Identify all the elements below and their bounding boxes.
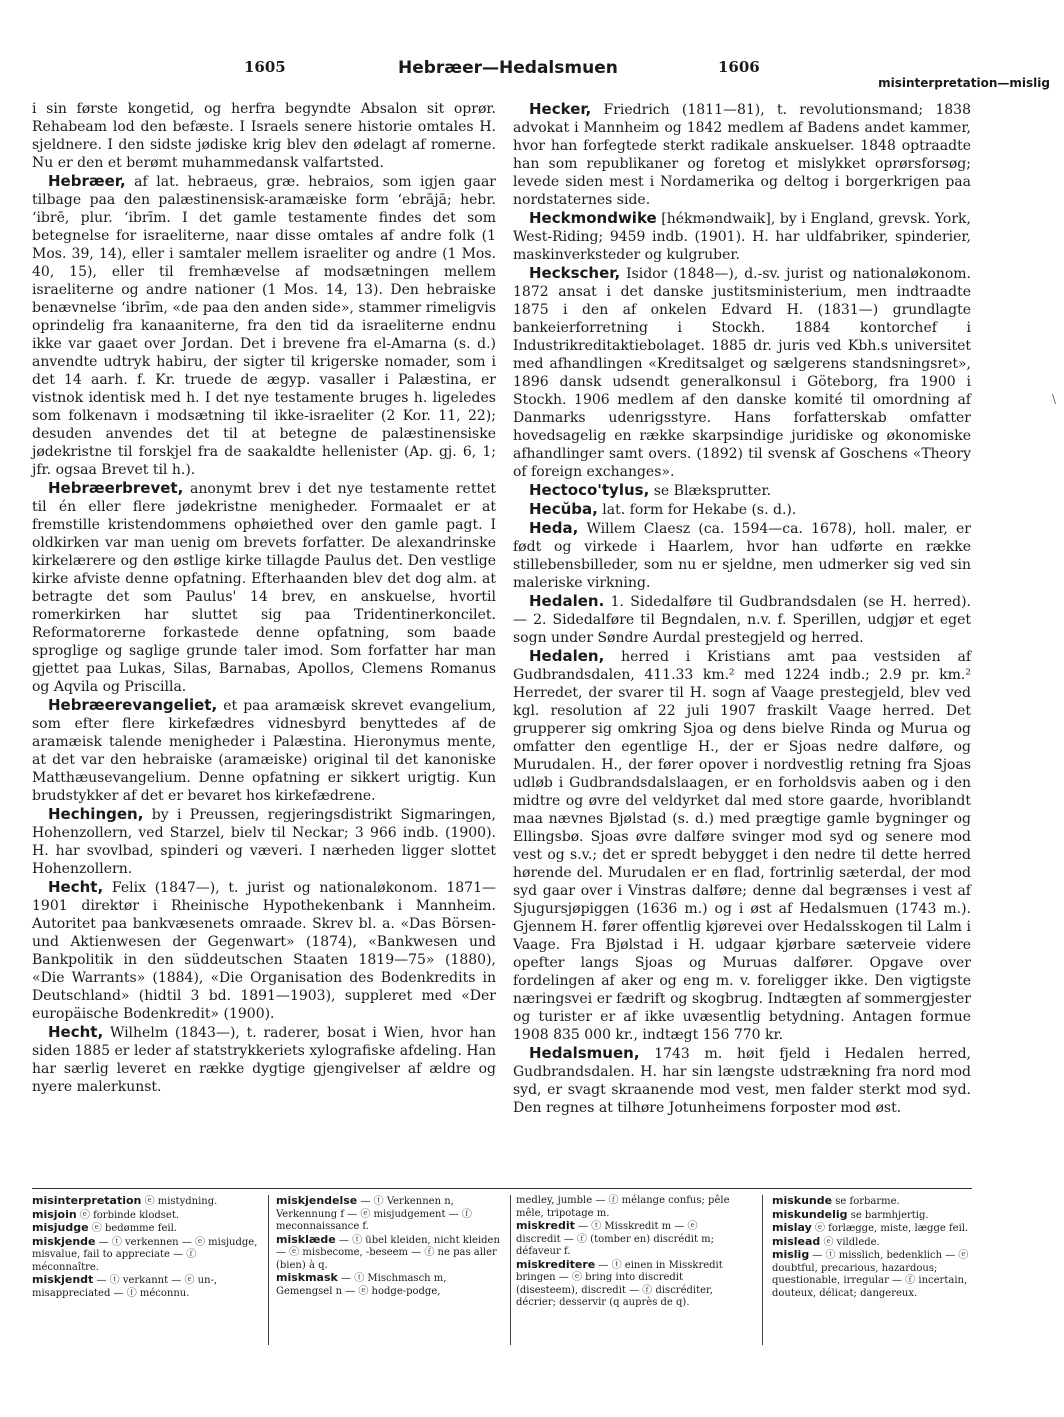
right-column — [513, 100, 971, 1117]
dictionary-word: miskunde — [772, 1194, 833, 1207]
dictionary-word: mislay — [772, 1221, 812, 1234]
encyclopedia-entry — [513, 209, 971, 264]
dictionary-entry — [772, 1195, 982, 1209]
dictionary-definition: — ⓣ verkennen — ⓔ misjudge, misvalue, fail to appreciate — ⓕ méconnaître. — [32, 1236, 258, 1273]
entry-headword: Hectoco'tylus, — [529, 481, 650, 499]
encyclopedia-entry — [32, 805, 496, 878]
entry-text: af lat. hebraeus, græ. hebraios, som igjen gaar tilbage paa den palæstinensisk-aramæiske form ʻebrājā; hebr. ʻibrē, plur. ʻibrīm. I det gamle testamente findes det som betegnelse for israeliterne, naar disse omtales af andre folk (1 Mos. 39, 14), eller i samtaler mellem israeliter og andre (1 Mos. 40, 15), eller til fremhævelse af modsætningen mellem israeliterne og andre nationer (1 Mos. 14, 13). Den hebraiske benævnelse ʻibrīm, «de paa den anden side», stammer rimeligvis oprindelig fra kanaaniterne, fra den tid da israeliterne endnu ikke var gaaet over Jordan. Det i brevene fra el-Amarna (s. d.) anvendte udtryk habiru, der sigter til krigerske nomader, som i det 14 aarh. f. Kr. truede de ægyp. vasaller i Palæstina, er vistnok identisk med h. I det nye testamente bruges h. ligeledes som folkenavn i modsætning til ikke-israeliter (2 Kor. 11, 22); desuden anvendes det til at betegne de palæstinensiske jødekristne til forskjel fra de saakaldte hellenister (Ap. gj. 6, 1; jfr. ogsaa Brevet til h.). — [32, 174, 496, 478]
dictionary-entry — [32, 1209, 262, 1223]
entry-headword: Hecŭba, — [529, 500, 598, 518]
encyclopedia-entry — [513, 519, 971, 592]
entry-text: Isidor (1848—), d.-sv. jurist og nationaløkonom. 1872 ansat i det danske justitsministerium, men indtraadte 1875 i den af onkelen Edvard H. (1831—) grundlagte bankeierforretning i Stockh. 1884 kontorchef i Industrikreditaktiebolaget. 1885 dr. juris ved Kbh.s universitet med afhandlingen «Kreditsalget og sælgerens standsningsret», 1896 dansk udsendt generalkonsul i Göteborg, fra 1900 i Stockh. 1906 medlem af den danske komité til omordning af Danmarks udenrigsstyre. Hans forfatterskab omfatter hovedsagelig en række skarpsindige juridiske og økonomiske afhandlinger samt overs. (1892) til svensk af Goschens «Theory of foreign exchanges». — [513, 266, 971, 480]
entry-text: i sin første kongetid, og herfra begyndte Absalon sit oprør. Rehabeam lod den befæste. I Israels senere historie omtales H. sjeldnere. I den sidste jødiske krig blev den ødelagt af romerne. Nu er den et berømt muhammedansk valfartsted. — [32, 101, 496, 171]
running-title: Hebræer—Hedalsmuen — [398, 58, 618, 78]
dictionary-definition: — ⓣ übel kleiden, nicht kleiden — ⓔ misbecome, -beseem — ⓕ ne pas aller (bien) à q. — [276, 1234, 500, 1271]
page-header — [0, 58, 1064, 90]
encyclopedia-entry — [32, 696, 496, 805]
dictionary-definition: ⓔ vildlede. — [820, 1236, 880, 1248]
encyclopedia-entry — [32, 878, 496, 1023]
page-number-left: 1605 — [244, 58, 286, 76]
margin-mark: \ — [1052, 392, 1057, 406]
dictionary-entry — [516, 1220, 744, 1259]
entry-headword: Hedalen. — [529, 592, 605, 610]
dictionary-range: misinterpretation—mislig — [878, 76, 1050, 90]
footer-divider — [268, 1195, 269, 1345]
entry-text: herred i Kristians amt paa vestsiden af Gudbrandsdalen, 411.33 km.² med 1224 indb.; 2.9 pr. km.² Herredet, der svarer til H. sogn af Vaage prestegjeld, blev ved kgl. resolution af 22 juli 1907 fraskilt Vaage herred. Det grupperer sig omkring Sjoa og dens bielve Rinda og Murua og omfatter den egentlige H., der er Sjoas nedre dalføre, og Murudalen. H., der fører opover i nordvestlig retning fra Sjoas udløb i Gudbrandsdalslaagen, er en forholdsvis aaben og i den midtre og øvre del veldyrket dal med store gaarde, hvoriblandt maa nævnes Bjølstad (s. d.) med prægtige gamle bygninger og Ellingsbø. Sjoas øvre dalføre svinger mod syd og senere mod vest og s.v.; det er spredt bebygget i den nedre til dette herred hørende del. Murudalen er en flad, fortrinlig sæterdal, der mod syd gaar over i Vinstras dalføre; denne dal begrænses i vest af Sjugursjøpiggen (1636 m.) og i øst af Hedalsmuen (1743 m.). Gjennem H. fører offentlig kjørevei over Hedalsskogen til Lalm i Vaage. Fra Bjølstad i H. udgaar kjørbare sæterveie videre opefter langs Sjoas og Muruas dalfører. Opgave over fordelingen af aker og eng m. v. foreligger ikke. Den vigtigste næringsvei er fædrift og skogbrug. Indtægten af sommergjester og turister er af ikke uvæsentlig betydning. Antagen formue 1908 835 000 kr., indtægt 156 770 kr. — [513, 649, 971, 1043]
dictionary-word: mislead — [772, 1234, 821, 1248]
encyclopedia-entry — [513, 500, 971, 519]
dictionary-word: miskjendelse — [276, 1194, 358, 1207]
entry-text: [hékməndwaik], by i England, grevsk. York, West-Riding; 9459 indb. (1901). H. har uldfabriker, spinderier, maskinverksteder og kulgruber. — [513, 211, 971, 263]
dictionary-word: miskjende — [32, 1234, 96, 1248]
entry-headword: Hebræerevangeliet, — [48, 696, 218, 714]
dictionary-word: mislig — [772, 1248, 810, 1261]
dictionary-word: miskundelig — [772, 1207, 848, 1221]
encyclopedia-entry — [513, 264, 971, 481]
entry-headword: Hecht, — [48, 878, 104, 896]
dictionary-definition: se barmhjertig. — [847, 1209, 929, 1221]
entry-text: by i Preussen, regjeringsdistrikt Sigmaringen, Hohenzollern, ved Starzel, bielv til Neckar; 3 966 indb. (1900). H. har svovlbad, spinderi og væveri. I nærheden ligger slottet Hohenzollern. — [32, 807, 496, 877]
dictionary-definition: — ⓣ Verkennen n, Verkennung f — ⓔ misjudgement — ⓕ meconnaissance f. — [276, 1196, 472, 1232]
dictionary-word: misjoin — [32, 1207, 77, 1221]
encyclopedia-entry — [513, 592, 971, 647]
dictionary-word: miskmask — [276, 1271, 338, 1284]
entry-text: Friedrich (1811—81), t. revolutionsmand; 1838 advokat i Mannheim og 1842 medlem af Badens andet kammer, hvor han forfegtede sterkt radikale anskuelser. 1848 optraadte han som republikaner og foretog et mislykket oprørsforsøg; levede siden mest i Nordamerika og deltog i borgerkrigen paa nordstaternes side. — [513, 102, 971, 208]
encyclopedia-entry — [513, 100, 971, 209]
entry-headword: Hecht, — [48, 1023, 104, 1041]
encyclopedia-entry — [32, 100, 496, 172]
dictionary-definition: — ⓣ Mischmasch m, Gemengsel n — ⓔ hodge-podge, — [276, 1273, 447, 1297]
dictionary-entry — [516, 1195, 744, 1220]
dictionary-definition: se forbarme. — [832, 1196, 900, 1207]
dictionary-word: misinterpretation — [32, 1194, 142, 1207]
entry-text: Felix (1847—), t. jurist og nationaløkonom. 1871—1901 direktør i Rheinische Hypothekenbank i Mannheim. Autoritet paa bankvæsenets omraade. Skrev bl. a. «Das Börsen- und Aktienwesen der Gegenwart» (1874), «Bankwesen und Bankpolitik in den süddeutschen Staaten 1819—75» (1880), «Die Warrants» (1884), «Die Organisation des Bodenkredits in Deutschland» (hidtil 3 bd. 1891—1903), suppleret med «Der europäische Bodenkredit» (1900). — [32, 880, 496, 1022]
entry-headword: Hechingen, — [48, 805, 144, 823]
entry-text: Willem Claesz (ca. 1594—ca. 1678), holl. maler, er født og virkede i Haarlem, hvor han udførte en række stillebensbilleder, som nu er sjeldne, men udmerker sig ved sin maleriske virkning. — [513, 521, 971, 591]
page-number-right: 1606 — [718, 58, 760, 76]
dictionary-column-4 — [772, 1195, 982, 1415]
entry-text: et paa aramæisk skrevet evangelium, som efter flere kirkefædres vidnesbyrd benyttedes af de aramæisk talende menigheder i Palæstina. Hieronymus mente, at det var den hebraiske (aramæiske) original til det kanoniske Matthæusevangelium. Denne opfatning er sikkert urigtig. Kun brudstykker af det er bevaret hos kirkefædrene. — [32, 698, 496, 804]
dictionary-entry — [772, 1249, 982, 1300]
entry-headword: Heckmondwike — [529, 209, 657, 227]
entry-text: 1743 m. høit fjeld i Hedalen herred, Gudbrandsdalen. H. har sin længste udstrækning fra nord mod syd, er svagt skraanende mod vest, men falder sterkt mod syd. Den regnes at tilhøre Jotunheimens forposter mod øst. — [513, 1046, 971, 1116]
dictionary-definition: ⓔ mistydning. — [141, 1196, 218, 1207]
entry-text: anonymt brev i det nye testamente rettet til én eller flere jødekristne menigheder. Formaalet er at fremstille kristendommens ophøiethed over den gamle pagt. I oldkirken var man uenig om brevets forfatter. De alexandrinske kirkelærere og den østlige kirke tillagde Paulus det. Den vestlige kirke afviste denne opfatning. Efterhaanden blev det dog alm. at betragte det som Paulus' 14 brev, en anskuelse, hvortil romerkirken har sluttet sig paa Tridentinerkoncilet. Reformatorerne forkastede denne opfatning, som baade sproglige og saglige grunde taler imod. Som forfatter har man gjettet paa Lukas, Silas, Barnabas, Apollos, Clemens Romanus og Aqvila og Priscilla. — [32, 481, 496, 695]
encyclopedia-entry — [32, 172, 496, 479]
dictionary-column-3 — [516, 1195, 744, 1415]
dictionary-definition: — ⓣ misslich, bedenklich — ⓔ doubtful, precarious, hazardous; questionable, irregular — ⓕ incertain, douteux, délicat; dangereux. — [772, 1250, 969, 1299]
dictionary-word: miskjendt — [32, 1273, 94, 1286]
dictionary-column-2 — [276, 1195, 504, 1415]
left-column — [32, 100, 496, 1096]
dictionary-entry — [32, 1236, 262, 1275]
dictionary-entry — [32, 1195, 262, 1209]
dictionary-entry — [32, 1222, 262, 1236]
dictionary-entry — [772, 1236, 982, 1250]
dictionary-entry — [276, 1272, 504, 1298]
encyclopedia-entry — [513, 1044, 971, 1117]
dictionary-entry — [276, 1234, 504, 1273]
entry-headword: Heda, — [529, 519, 579, 537]
entry-text: lat. form for Hekabe (s. d.). — [597, 502, 797, 518]
dictionary-entry — [276, 1195, 504, 1234]
entry-headword: Hebræerbrevet, — [48, 479, 184, 497]
dictionary-word: misjudge — [32, 1221, 89, 1234]
footer-divider — [510, 1195, 511, 1345]
entry-headword: Hedalsmuen, — [529, 1044, 640, 1062]
dictionary-entry — [32, 1274, 262, 1300]
dictionary-entry — [772, 1222, 982, 1236]
dictionary-definition: ⓔ bedømme feil. — [88, 1223, 177, 1234]
dictionary-definition: medley, jumble — ⓕ mélange confus; pêle mêle, tripotage m. — [516, 1195, 730, 1219]
entry-headword: Heckscher, — [529, 264, 621, 282]
entry-text: 1. Sidedalføre til Gudbrandsdalen (se H. herred). — 2. Sidedalføre til Begndalen, n.v. f. Sperillen, udgjør et eget sogn under Søndre Aurdal prestegjeld og herred. — [513, 594, 971, 646]
dictionary-definition: — ⓣ verkannt — ⓔ un-, misappreciated — ⓕ méconnu. — [32, 1275, 218, 1299]
footer-divider — [762, 1195, 763, 1345]
dictionary-word: miskredit — [516, 1219, 575, 1232]
dictionary-word: miskreditere — [516, 1257, 596, 1271]
dictionary-entry — [772, 1209, 982, 1223]
entry-text: Wilhelm (1843—), t. raderer, bosat i Wien, hvor han siden 1885 er leder af statstrykkeriets xylografiske afdeling. Han har særlig leveret en række dygtige gjengivelser af ældre og nyere malerkunst. — [32, 1025, 496, 1095]
entry-headword: Hecker, — [529, 100, 592, 118]
entry-headword: Hebræer, — [48, 172, 126, 190]
dictionary-definition: ⓔ forbinde klodset. — [76, 1209, 180, 1221]
entry-headword: Hedalen, — [529, 647, 605, 665]
dictionary-word: misklæde — [276, 1232, 336, 1246]
encyclopedia-entry — [32, 479, 496, 696]
encyclopedia-entry — [513, 481, 971, 500]
footer-rule — [32, 1188, 972, 1189]
dictionary-entry — [516, 1259, 744, 1310]
dictionary-definition: ⓔ forlægge, miste, lægge feil. — [811, 1223, 969, 1234]
dictionary-column-1 — [32, 1195, 262, 1415]
dictionary-definition: — ⓣ Misskredit m — ⓔ discredit — ⓕ (tomber en) discrédit m; défaveur f. — [516, 1221, 715, 1257]
encyclopedia-entry — [32, 1023, 496, 1096]
entry-text: se Blæksprutter. — [649, 483, 772, 499]
dictionary-definition: — ⓣ einen in Misskredit bringen — ⓔ bring into discredit (disesteem), discredit — ⓕ discréditer, décrier; desservir (q auprès de q). — [516, 1259, 723, 1308]
encyclopedia-entry — [513, 647, 971, 1044]
